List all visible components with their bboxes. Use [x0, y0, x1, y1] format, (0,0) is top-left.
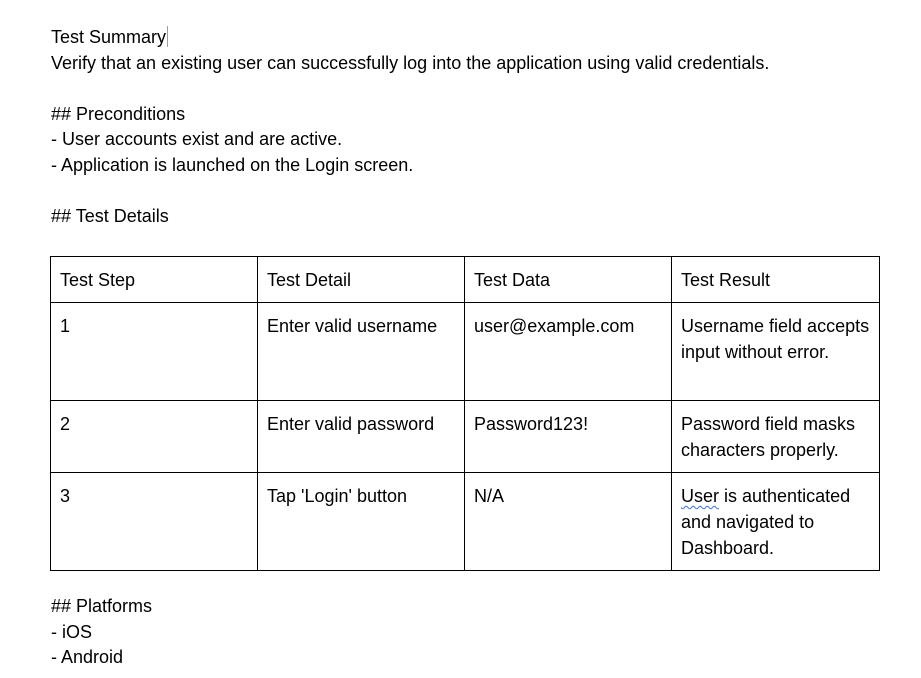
- test-data-cell[interactable]: N/A: [465, 473, 672, 571]
- table-row: [51, 473, 880, 571]
- platforms-section: [51, 594, 152, 671]
- test-details-table-wrapper: [50, 256, 880, 571]
- test-result-cell[interactable]: Username field accepts input without error.: [672, 303, 880, 401]
- summary-heading: Test Summary: [51, 27, 167, 47]
- summary-description: Verify that an existing user can successfully log into the application using valid credentials.: [51, 52, 770, 73]
- test-step-cell[interactable]: 1: [51, 303, 258, 401]
- test-detail-cell[interactable]: Enter valid username: [258, 303, 465, 401]
- column-header[interactable]: Test Result: [672, 257, 880, 303]
- test-result-text: is authenticated and navigated to Dashboard.: [681, 486, 851, 558]
- spellcheck-flagged-word[interactable]: User: [681, 486, 720, 506]
- column-header[interactable]: Test Detail: [258, 257, 465, 303]
- test-step-cell[interactable]: 2: [51, 401, 258, 473]
- text-cursor: [167, 26, 168, 47]
- test-details-table[interactable]: [50, 256, 880, 571]
- test-detail-cell[interactable]: Enter valid password: [258, 401, 465, 473]
- blank-line: [51, 178, 891, 204]
- platform-item: - iOS: [51, 621, 93, 642]
- table-row: [51, 303, 880, 401]
- test-detail-cell[interactable]: Tap 'Login' button: [258, 473, 465, 571]
- document-body[interactable]: [51, 25, 891, 229]
- test-step-cell[interactable]: 3: [51, 473, 258, 571]
- platforms-heading: ## Platforms: [51, 596, 153, 616]
- platform-item: - Android: [51, 647, 124, 667]
- test-data-cell[interactable]: user@example.com: [465, 303, 672, 401]
- test-result-cell[interactable]: Password field masks characters properly.: [672, 401, 880, 473]
- test-details-heading: ## Test Details: [51, 205, 169, 226]
- precondition-item: - Application is launched on the Login screen.: [51, 154, 414, 175]
- column-header[interactable]: Test Step: [51, 257, 258, 303]
- blank-line: [51, 76, 891, 102]
- test-result-cell[interactable]: [672, 473, 880, 571]
- test-data-cell[interactable]: Password123!: [465, 401, 672, 473]
- column-header[interactable]: Test Data: [465, 257, 672, 303]
- table-row: [51, 401, 880, 473]
- table-header-row: [51, 257, 880, 303]
- preconditions-heading: ## Preconditions: [51, 103, 186, 124]
- precondition-item: - User accounts exist and are active.: [51, 129, 343, 149]
